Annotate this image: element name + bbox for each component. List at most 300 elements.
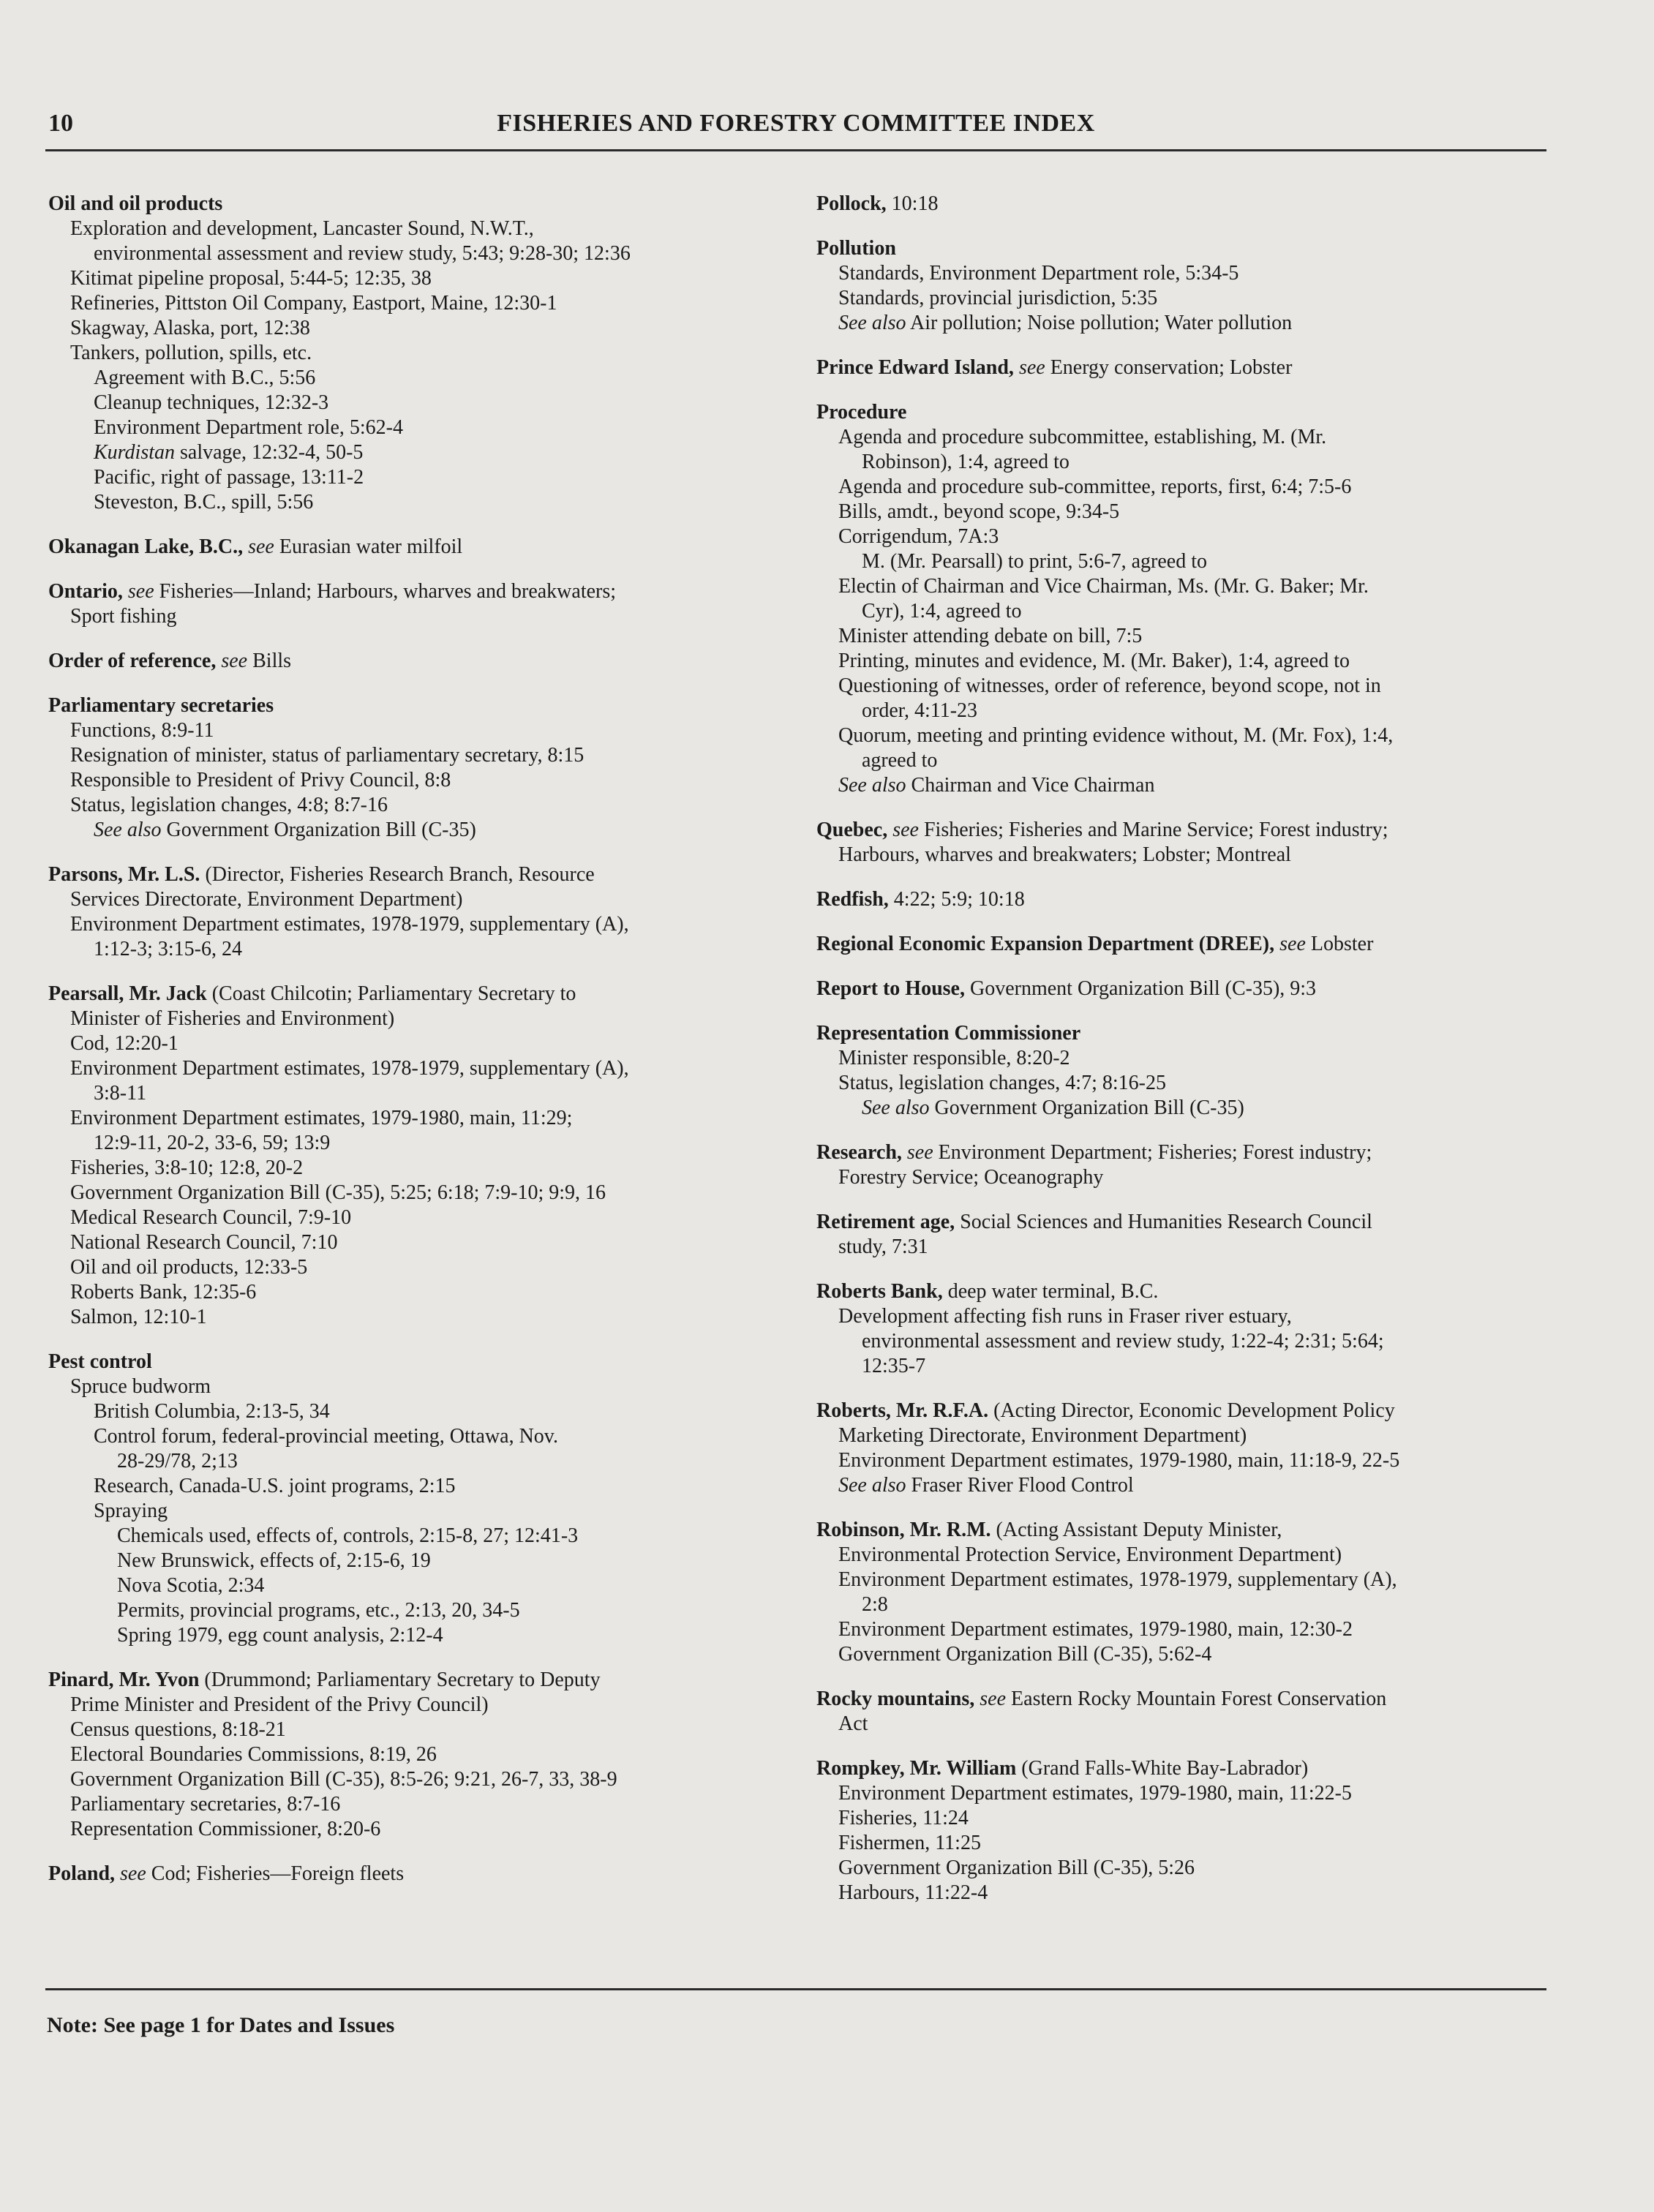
index-column-right — [816, 192, 1577, 1925]
index-entry — [48, 1862, 809, 1886]
index-text: Government Organization Bill (C-35) — [929, 1096, 1244, 1119]
index-text: Questioning of witnesses, order of reference, beyond scope, not in — [838, 674, 1381, 697]
index-text: Steveston, B.C., spill, 5:56 — [94, 491, 314, 514]
cross-reference-label: see — [901, 1141, 933, 1164]
index-entry-heading-line — [816, 1279, 1577, 1304]
index-subentry-line — [48, 1598, 809, 1623]
index-subentry-line — [48, 818, 809, 843]
index-text: Environment Department; Fisheries; Forest industry; — [933, 1141, 1372, 1164]
index-text: Medical Research Council, 7:9-10 — [70, 1206, 352, 1229]
cross-reference-label: See also — [94, 819, 162, 841]
index-text: (Coast Chilcotin; Parliamentary Secretary to — [206, 982, 576, 1005]
index-subentry-line — [48, 366, 809, 391]
index-subentry-line — [816, 1856, 1577, 1881]
index-entry — [816, 1399, 1577, 1498]
cross-reference-label: see — [216, 650, 248, 672]
index-subentry-line — [816, 1642, 1577, 1667]
cross-reference-label: see — [887, 819, 919, 841]
index-term: Pinard, Mr. Yvon — [48, 1669, 200, 1691]
index-text: Environment Department estimates, 1979-1980, main, 11:22-5 — [838, 1782, 1352, 1805]
index-text: Nova Scotia, 2:34 — [117, 1574, 265, 1597]
index-subentry-line — [48, 887, 809, 912]
index-entry-heading-line — [48, 693, 809, 718]
index-subentry-line — [48, 743, 809, 768]
index-entry-heading-line — [48, 1862, 809, 1886]
index-term: Robinson, Mr. R.M. — [816, 1519, 991, 1541]
index-entry-heading-line — [816, 818, 1577, 843]
cross-reference-label: See also — [838, 774, 906, 797]
index-column-left — [48, 192, 809, 1906]
index-subentry-line — [48, 1181, 809, 1205]
index-text: Government Organization Bill (C-35), 5:26 — [838, 1856, 1195, 1879]
index-subentry-line — [816, 311, 1577, 336]
index-subentry-line — [816, 649, 1577, 674]
index-text: Census questions, 8:18-21 — [70, 1718, 286, 1741]
index-entry — [816, 1140, 1577, 1190]
index-subentry-line — [816, 1568, 1577, 1592]
index-subentry-line — [816, 1712, 1577, 1737]
index-text: Eastern Rocky Mountain Forest Conservation — [1006, 1688, 1387, 1710]
footer-note: Note: See page 1 for Dates and Issues — [47, 2013, 395, 2037]
index-text: Eurasian water milfoil — [274, 535, 463, 558]
index-subentry-line — [48, 768, 809, 793]
index-term: Pearsall, Mr. Jack — [48, 982, 207, 1005]
index-entry — [48, 862, 809, 962]
index-text: study, 7:31 — [838, 1235, 928, 1258]
index-text: Research, Canada-U.S. joint programs, 2:15 — [94, 1475, 456, 1497]
index-entry-heading-line — [48, 982, 809, 1007]
index-entry — [816, 1756, 1577, 1906]
index-entry-heading-line — [816, 356, 1577, 380]
index-subentry-line — [48, 1549, 809, 1573]
index-subentry-line — [48, 415, 809, 440]
index-subentry-line — [816, 1165, 1577, 1190]
index-subentry-line — [816, 1617, 1577, 1642]
index-text: Status, legislation changes, 4:8; 8:7-16 — [70, 794, 388, 816]
index-text: Standards, provincial jurisdiction, 5:35 — [838, 287, 1158, 309]
index-text: 1:12-3; 3:15-6, 24 — [94, 938, 242, 960]
index-entry — [816, 1210, 1577, 1260]
index-subentry-line — [816, 1235, 1577, 1260]
index-term: Retirement age, — [816, 1211, 955, 1233]
index-term: Rompkey, Mr. William — [816, 1757, 1017, 1780]
index-text: Environment Department estimates, 1978-1979, supplementary (A), — [838, 1568, 1397, 1591]
index-entry — [48, 579, 809, 629]
index-subentry-line — [48, 440, 809, 465]
index-text: Fisheries, 3:8-10; 12:8, 20-2 — [70, 1156, 304, 1179]
index-subentry-line — [816, 748, 1577, 773]
index-text: (Acting Director, Economic Development Policy — [988, 1399, 1395, 1422]
index-text: Cleanup techniques, 12:32-3 — [94, 391, 329, 414]
index-text: Chemicals used, effects of, controls, 2:15-8, 27; 12:41-3 — [117, 1524, 579, 1547]
index-term: Redfish, — [816, 888, 889, 911]
index-text: Social Sciences and Humanities Research Council — [955, 1211, 1372, 1233]
index-entry-heading-line — [48, 1668, 809, 1693]
cross-reference-label: See also — [838, 312, 906, 334]
index-subentry-line — [816, 1448, 1577, 1473]
cross-reference-label: see — [1274, 933, 1306, 955]
index-subentry-line — [48, 465, 809, 490]
index-text: Forestry Service; Oceanography — [838, 1166, 1104, 1189]
index-subentry-line — [48, 1305, 809, 1330]
page-header — [45, 110, 1546, 151]
index-subentry-line — [816, 599, 1577, 624]
index-subentry-line — [816, 723, 1577, 748]
index-text: 12:35-7 — [862, 1355, 926, 1377]
index-text: Cod; Fisheries—Foreign fleets — [146, 1862, 405, 1885]
index-subentry-line — [816, 843, 1577, 868]
index-term: Quebec, — [816, 819, 888, 841]
index-text: Tankers, pollution, spills, etc. — [70, 342, 312, 364]
index-subentry-line — [816, 1096, 1577, 1121]
index-text: Electoral Boundaries Commissions, 8:19, 26 — [70, 1743, 437, 1766]
index-subentry-line — [48, 1499, 809, 1524]
index-subentry-line — [48, 1056, 809, 1081]
index-subentry-line — [48, 1449, 809, 1474]
index-subentry-line — [48, 604, 809, 629]
index-subentry-line — [816, 1592, 1577, 1617]
index-entry — [48, 1350, 809, 1648]
index-text: Environmental Protection Service, Environment Department) — [838, 1543, 1342, 1566]
index-subentry-line — [48, 1623, 809, 1648]
index-subentry-line — [48, 266, 809, 291]
index-subentry-line — [48, 1792, 809, 1817]
index-text: Responsible to President of Privy Council, 8:8 — [70, 769, 451, 791]
index-subentry-line — [816, 1423, 1577, 1448]
index-text: order, 4:11-23 — [862, 699, 978, 722]
index-entry-heading-line — [816, 1687, 1577, 1712]
index-entry — [48, 535, 809, 560]
index-subentry-line — [48, 1007, 809, 1031]
index-subentry-line — [48, 316, 809, 341]
index-entry-heading-line — [816, 1399, 1577, 1423]
index-subentry-line — [48, 1205, 809, 1230]
index-text: Harbours, 11:22-4 — [838, 1881, 988, 1904]
index-text: Spruce budworm — [70, 1375, 211, 1398]
index-text: Fisheries—Inland; Harbours, wharves and breakwaters; — [154, 580, 617, 603]
index-text: Agenda and procedure sub-committee, reports, first, 6:4; 7:5-6 — [838, 475, 1352, 498]
index-text: (Grand Falls-White Bay-Labrador) — [1016, 1757, 1309, 1780]
index-subentry-line — [816, 1781, 1577, 1806]
index-term: Roberts, Mr. R.F.A. — [816, 1399, 989, 1422]
index-subentry-line — [48, 1156, 809, 1181]
index-entry-heading-line — [48, 579, 809, 604]
index-entry — [816, 977, 1577, 1001]
index-entry — [816, 236, 1577, 336]
index-subentry-line — [48, 1031, 809, 1056]
cross-reference-label: Kurdistan — [94, 441, 175, 464]
index-entry-heading-line — [48, 862, 809, 887]
index-entry-heading-line — [48, 535, 809, 560]
index-term: Oil and oil products — [48, 192, 223, 215]
index-text: Spring 1979, egg count analysis, 2:12-4 — [117, 1624, 443, 1647]
index-entry-heading-line — [816, 887, 1577, 912]
index-subentry-line — [816, 624, 1577, 649]
index-text: Fishermen, 11:25 — [838, 1832, 981, 1854]
index-text: Oil and oil products, 12:33-5 — [70, 1256, 308, 1279]
index-entry — [48, 192, 809, 515]
index-text: Environment Department estimates, 1978-1979, supplementary (A), — [70, 1057, 629, 1080]
index-text: Robinson), 1:4, agreed to — [862, 451, 1070, 473]
index-term: Parliamentary secretaries — [48, 694, 274, 717]
index-text: National Research Council, 7:10 — [70, 1231, 338, 1254]
index-term: Representation Commissioner — [816, 1022, 1081, 1045]
index-subentry-line — [816, 1543, 1577, 1568]
index-term: Rocky mountains, — [816, 1688, 975, 1710]
index-text: salvage, 12:32-4, 50-5 — [175, 441, 364, 464]
cross-reference-label: see — [1013, 356, 1045, 379]
index-text: Environment Department estimates, 1979-1980, main, 11:29; — [70, 1107, 573, 1129]
index-term: Ontario, — [48, 580, 123, 603]
index-term: Regional Economic Expansion Department — [816, 933, 1194, 955]
index-text: Control forum, federal-provincial meeting, Ottawa, Nov. — [94, 1425, 558, 1448]
index-entry — [816, 1279, 1577, 1379]
index-subentry-line — [816, 286, 1577, 311]
index-entry — [816, 1021, 1577, 1121]
index-entry-heading-line — [816, 977, 1577, 1001]
index-subentry-line — [48, 1474, 809, 1499]
index-text: Energy conservation; Lobster — [1045, 356, 1293, 379]
index-subentry-line — [48, 1424, 809, 1449]
index-entry — [816, 887, 1577, 912]
index-text: Spraying — [94, 1500, 168, 1522]
index-subentry-line — [48, 1081, 809, 1106]
index-term: Research, — [816, 1141, 902, 1164]
index-text: 3:8-11 — [94, 1082, 147, 1105]
index-subentry-line — [48, 1131, 809, 1156]
index-subentry-line — [48, 391, 809, 415]
index-entry — [816, 192, 1577, 217]
index-text: British Columbia, 2:13-5, 34 — [94, 1400, 330, 1423]
index-subentry-line — [816, 1354, 1577, 1379]
index-entry-heading-line — [48, 1350, 809, 1374]
index-entry-heading-line — [48, 649, 809, 674]
index-text: New Brunswick, effects of, 2:15-6, 19 — [117, 1549, 431, 1572]
index-entry-heading-line — [816, 1756, 1577, 1781]
index-text: Bills — [247, 650, 292, 672]
index-subentry-line — [48, 1742, 809, 1767]
index-entry-heading-line — [816, 932, 1577, 957]
cross-reference-label: See also — [862, 1096, 930, 1119]
index-term: Okanagan Lake, B.C., — [48, 535, 244, 558]
index-subentry-line — [816, 549, 1577, 574]
index-text: Status, legislation changes, 4:7; 8:16-25 — [838, 1072, 1166, 1094]
index-text: Agenda and procedure subcommittee, establishing, M. (Mr. — [838, 426, 1327, 448]
index-text: Government Organization Bill (C-35), 8:5-26; 9:21, 26-7, 33, 38-9 — [70, 1768, 617, 1791]
index-subentry-line — [816, 1304, 1577, 1329]
index-term: Pollock, — [816, 192, 887, 215]
index-text: Minister responsible, 8:20-2 — [838, 1047, 1070, 1069]
index-subentry-line — [48, 793, 809, 818]
index-entry-heading-line — [816, 1140, 1577, 1165]
index-text: Air pollution; Noise pollution; Water pollution — [906, 312, 1293, 334]
index-text: Lobster — [1305, 933, 1374, 955]
index-subentry-line — [48, 217, 809, 241]
index-text: Minister of Fisheries and Environment) — [70, 1007, 395, 1030]
index-text: Parliamentary secretaries, 8:7-16 — [70, 1793, 341, 1816]
index-term: Prince Edward Island, — [816, 356, 1014, 379]
cross-reference-label: see — [243, 535, 274, 558]
index-subentry-line — [48, 1693, 809, 1718]
index-text: 12:9-11, 20-2, 33-6, 59; 13:9 — [94, 1132, 331, 1154]
index-entry-heading-line — [816, 400, 1577, 425]
index-text: Fraser River Flood Control — [906, 1474, 1134, 1497]
index-subentry-line — [816, 475, 1577, 500]
footer-rule — [45, 1988, 1546, 1990]
index-text: 2:8 — [862, 1593, 888, 1616]
index-subentry-line — [48, 1374, 809, 1399]
index-text: Refineries, Pittston Oil Company, Eastport, Maine, 12:30-1 — [70, 292, 557, 315]
index-text: Cod, 12:20-1 — [70, 1032, 178, 1055]
index-entry-heading-line — [816, 1518, 1577, 1543]
index-subentry-line — [48, 1524, 809, 1549]
index-subentry-line — [48, 241, 809, 266]
cross-reference-label: see — [122, 580, 154, 603]
index-entry — [816, 932, 1577, 957]
index-term: Pollution — [816, 237, 896, 260]
index-term: Parsons, Mr. L.S. — [48, 863, 200, 886]
index-subentry-line — [48, 912, 809, 937]
index-term: Report to House, — [816, 977, 965, 1000]
index-text: 4:22; 5:9; 10:18 — [888, 888, 1025, 911]
index-term: Roberts Bank, — [816, 1280, 943, 1303]
index-entry-heading-line — [816, 1210, 1577, 1235]
index-text: Printing, minutes and evidence, M. (Mr. Baker), 1:4, agreed to — [838, 650, 1350, 672]
index-text: Standards, Environment Department role, 5:34-5 — [838, 262, 1239, 285]
index-text: (Director, Fisheries Research Branch, Resource — [200, 863, 595, 886]
index-term: Pest control — [48, 1350, 152, 1373]
index-term: Order of reference, — [48, 650, 217, 672]
index-text: Skagway, Alaska, port, 12:38 — [70, 317, 310, 339]
index-entry-heading-line — [816, 1021, 1577, 1046]
index-subentry-line — [816, 524, 1577, 549]
index-text: Chairman and Vice Chairman — [906, 774, 1155, 797]
index-text: Fisheries; Fisheries and Marine Service; Forest industry; — [918, 819, 1388, 841]
index-subentry-line — [48, 718, 809, 743]
index-text: Services Directorate, Environment Department) — [70, 888, 463, 911]
index-term: Procedure — [816, 401, 907, 424]
index-text: Pacific, right of passage, 13:11-2 — [94, 466, 364, 489]
index-text: Agreement with B.C., 5:56 — [94, 366, 316, 389]
cross-reference-label: see — [974, 1688, 1007, 1710]
index-subentry-line — [48, 1767, 809, 1792]
index-subentry-line — [48, 1817, 809, 1842]
index-term: Poland, — [48, 1862, 116, 1885]
index-text: environmental assessment and review study, 5:43; 9:28-30; 12:36 — [94, 242, 631, 265]
index-term: (DREE), — [1193, 933, 1275, 955]
index-text: deep water terminal, B.C. — [942, 1280, 1159, 1303]
index-text: Quorum, meeting and printing evidence without, M. (Mr. Fox), 1:4, — [838, 724, 1394, 747]
index-subentry-line — [48, 490, 809, 515]
index-subentry-line — [816, 1881, 1577, 1906]
index-entry-heading-line — [816, 236, 1577, 261]
index-subentry-line — [816, 450, 1577, 475]
page-title: FISHERIES AND FORESTRY COMMITTEE INDEX — [497, 110, 1095, 137]
index-text: Minister attending debate on bill, 7:5 — [838, 625, 1143, 647]
index-text: Marketing Directorate, Environment Department) — [838, 1424, 1247, 1447]
index-subentry-line — [816, 574, 1577, 599]
index-text: Resignation of minister, status of parliamentary secretary, 8:15 — [70, 744, 584, 767]
index-subentry-line — [816, 261, 1577, 286]
index-text: Kitimat pipeline proposal, 5:44-5; 12:35, 38 — [70, 267, 432, 290]
index-subentry-line — [816, 1071, 1577, 1096]
index-text: agreed to — [862, 749, 938, 772]
index-text: Permits, provincial programs, etc., 2:13, 20, 34-5 — [117, 1599, 520, 1622]
index-text: Sport fishing — [70, 605, 177, 628]
index-subentry-line — [48, 1106, 809, 1131]
index-entry — [816, 1687, 1577, 1737]
index-subentry-line — [816, 425, 1577, 450]
index-subentry-line — [816, 699, 1577, 723]
index-subentry-line — [48, 1255, 809, 1280]
index-subentry-line — [816, 1329, 1577, 1354]
index-text: Government Organization Bill (C-35), 9:3 — [964, 977, 1317, 1000]
index-text: Cyr), 1:4, agreed to — [862, 600, 1022, 622]
cross-reference-label: See also — [838, 1474, 906, 1497]
index-subentry-line — [48, 1718, 809, 1742]
index-subentry-line — [816, 1473, 1577, 1498]
index-entry — [816, 818, 1577, 868]
index-text: Government Organization Bill (C-35), 5:62-4 — [838, 1643, 1212, 1666]
cross-reference-label: see — [115, 1862, 146, 1885]
index-subentry-line — [48, 1573, 809, 1598]
index-subentry-line — [816, 1046, 1577, 1071]
index-text: Environment Department estimates, 1979-1980, main, 12:30-2 — [838, 1618, 1353, 1641]
index-subentry-line — [816, 500, 1577, 524]
index-subentry-line — [816, 1831, 1577, 1856]
index-entry-heading-line — [816, 192, 1577, 217]
index-subentry-line — [48, 291, 809, 316]
index-text: Environment Department role, 5:62-4 — [94, 416, 403, 439]
header-rule — [45, 149, 1546, 151]
index-text: Functions, 8:9-11 — [70, 719, 214, 742]
index-text: Exploration and development, Lancaster Sound, N.W.T., — [70, 217, 534, 240]
index-text: Environment Department estimates, 1979-1980, main, 11:18-9, 22-5 — [838, 1449, 1400, 1472]
index-subentry-line — [48, 341, 809, 366]
index-text: Representation Commissioner, 8:20-6 — [70, 1818, 381, 1840]
index-text: Electin of Chairman and Vice Chairman, Ms. (Mr. G. Baker; Mr. — [838, 575, 1369, 598]
index-text: Environment Department estimates, 1978-1979, supplementary (A), — [70, 913, 629, 936]
index-text: Harbours, wharves and breakwaters; Lobster; Montreal — [838, 843, 1291, 866]
index-text: 10:18 — [886, 192, 939, 215]
index-text: Government Organization Bill (C-35) — [161, 819, 476, 841]
index-subentry-line — [816, 1806, 1577, 1831]
page-number: 10 — [48, 110, 73, 137]
index-text: Prime Minister and President of the Privy Council) — [70, 1693, 489, 1716]
index-entry — [48, 693, 809, 843]
index-text: Government Organization Bill (C-35), 5:25; 6:18; 7:9-10; 9:9, 16 — [70, 1181, 606, 1204]
index-subentry-line — [48, 937, 809, 962]
index-text: Act — [838, 1712, 868, 1735]
index-text: 28-29/78, 2;13 — [117, 1450, 238, 1472]
index-entry — [816, 400, 1577, 798]
index-subentry-line — [48, 1230, 809, 1255]
index-text: (Drummond; Parliamentary Secretary to Deputy — [199, 1669, 601, 1691]
index-text: environmental assessment and review study, 1:22-4; 2:31; 5:64; — [862, 1330, 1384, 1353]
index-entry — [48, 982, 809, 1330]
index-text: Bills, amdt., beyond scope, 9:34-5 — [838, 500, 1120, 523]
index-entry-heading-line — [48, 192, 809, 217]
index-text: M. (Mr. Pearsall) to print, 5:6-7, agreed to — [862, 550, 1208, 573]
index-subentry-line — [48, 1280, 809, 1305]
index-text: Salmon, 12:10-1 — [70, 1306, 207, 1328]
index-subentry-line — [816, 773, 1577, 798]
index-text: (Acting Assistant Deputy Minister, — [990, 1519, 1282, 1541]
index-entry — [48, 649, 809, 674]
index-entry — [48, 1668, 809, 1842]
index-text: Roberts Bank, 12:35-6 — [70, 1281, 257, 1304]
index-text: Fisheries, 11:24 — [838, 1807, 969, 1829]
